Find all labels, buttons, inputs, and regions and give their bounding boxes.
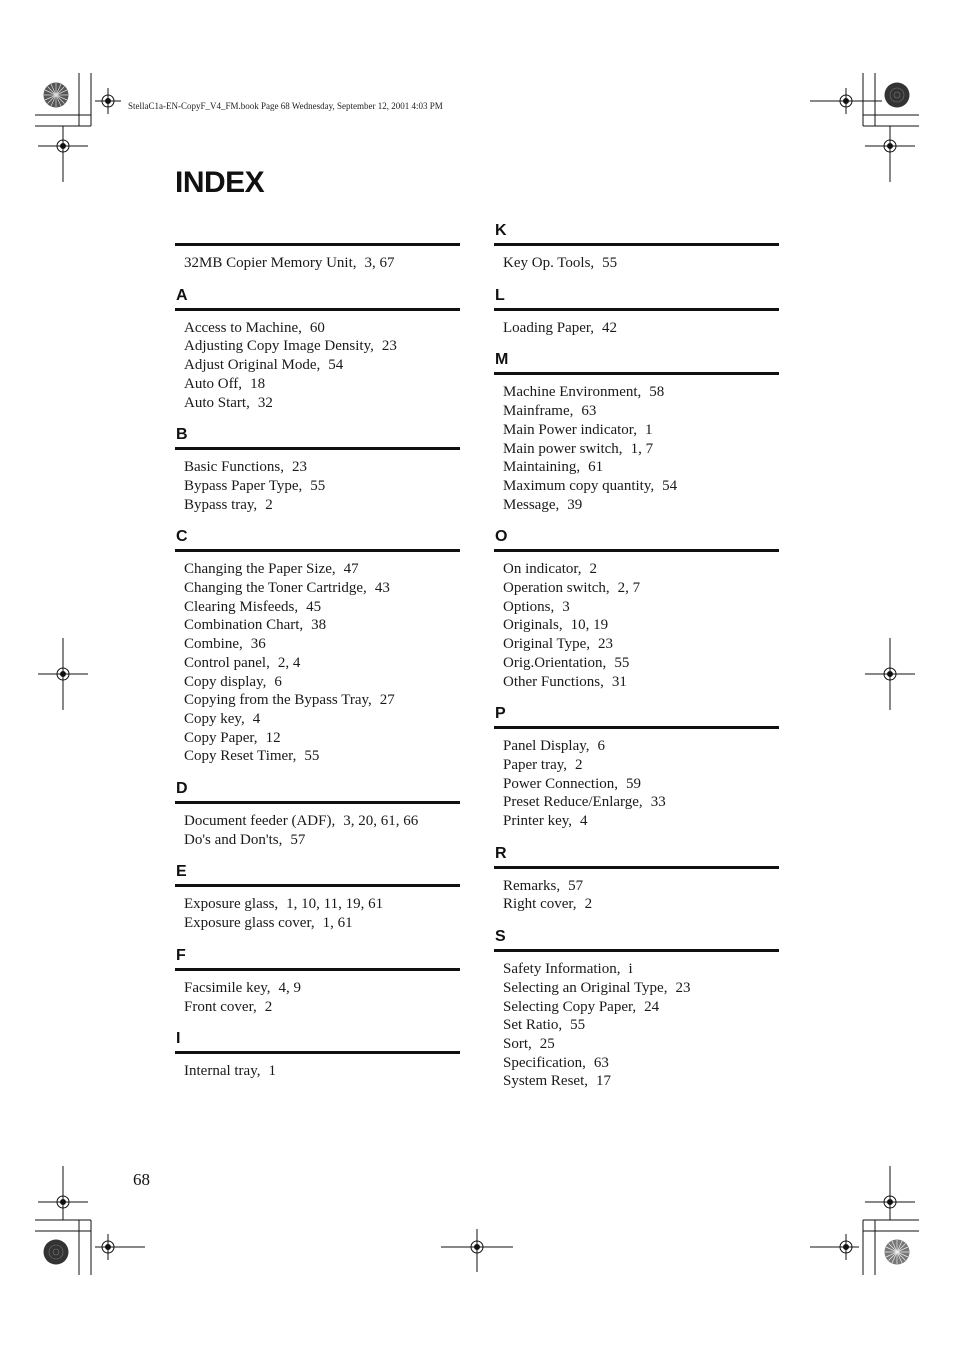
index-entry bbox=[184, 673, 460, 692]
entry-pages: 10, 19 bbox=[570, 617, 609, 634]
entry-pages: 58 bbox=[649, 384, 665, 401]
index-entry bbox=[184, 895, 460, 914]
entry-pages: 55 bbox=[602, 255, 618, 271]
index-entry bbox=[503, 895, 779, 914]
section-letter: I bbox=[176, 1030, 181, 1048]
entry-term: Printer key, bbox=[503, 813, 573, 830]
entry-term: Changing the Paper Size, bbox=[184, 561, 336, 578]
entry-term: Safety Information, bbox=[503, 961, 621, 978]
entry-term: Copy key, bbox=[184, 710, 245, 727]
entry-term: Bypass tray, bbox=[184, 496, 258, 513]
section-letter: R bbox=[495, 844, 507, 862]
entry-list bbox=[175, 804, 460, 857]
entry-pages: 1 bbox=[268, 1063, 276, 1080]
entry-pages: 32 bbox=[257, 394, 273, 411]
entry-term: Sort, bbox=[503, 1035, 532, 1052]
entry-pages: 24 bbox=[644, 998, 660, 1015]
index-section-p bbox=[494, 699, 779, 839]
entry-term: Exposure glass cover, bbox=[184, 915, 315, 932]
entry-pages: 4, 9 bbox=[278, 979, 302, 996]
index-entry bbox=[503, 635, 779, 654]
entry-term: Preset Reduce/Enlarge, bbox=[503, 794, 643, 811]
index-section-k bbox=[494, 216, 779, 281]
entry-list bbox=[494, 869, 779, 922]
entry-term: Main power switch, bbox=[503, 440, 623, 457]
entry-term: Key Op. Tools, bbox=[503, 255, 595, 271]
entry-term: Auto Off, bbox=[184, 375, 243, 392]
entry-pages: 23 bbox=[598, 636, 613, 653]
entry-pages: 57 bbox=[290, 831, 306, 848]
entry-term: Main Power indicator, bbox=[503, 421, 637, 438]
entry-pages: 4 bbox=[252, 710, 261, 727]
entry-term: Adjust Original Mode, bbox=[184, 357, 321, 374]
index-entry bbox=[184, 579, 460, 598]
index-entry bbox=[503, 812, 779, 831]
index-section-s bbox=[494, 922, 779, 1099]
entry-term: Copy Paper, bbox=[184, 729, 258, 746]
index-entry bbox=[503, 458, 779, 477]
index-entry bbox=[503, 793, 779, 812]
entry-pages: 59 bbox=[625, 775, 641, 792]
entry-term: Set Ratio, bbox=[503, 1017, 563, 1034]
entry-pages: 3, 20, 61, 66 bbox=[343, 813, 419, 830]
entry-term: Selecting an Original Type, bbox=[503, 979, 668, 996]
entry-term: Basic Functions, bbox=[184, 459, 284, 476]
entry-pages: 63 bbox=[593, 1054, 609, 1071]
entry-pages: 43 bbox=[374, 580, 390, 597]
entry-term: Loading Paper, bbox=[503, 319, 595, 336]
entry-term: Internal tray, bbox=[184, 1063, 261, 1080]
entry-term: Mainframe, bbox=[503, 403, 574, 420]
entry-pages: 1, 7 bbox=[630, 440, 654, 457]
entry-pages: 55 bbox=[310, 477, 326, 494]
entry-pages: 6 bbox=[597, 738, 606, 755]
index-section-c bbox=[175, 522, 460, 774]
index-entry bbox=[503, 579, 779, 598]
entry-pages: 2 bbox=[584, 896, 593, 913]
index-entry bbox=[184, 747, 460, 766]
index-entry bbox=[503, 440, 779, 459]
entry-pages: 1, 10, 11, 19, 61 bbox=[286, 896, 384, 913]
index-entry bbox=[503, 1054, 779, 1073]
entry-term: Facsimile key, bbox=[184, 979, 271, 996]
index-entry bbox=[503, 756, 779, 775]
entry-list bbox=[494, 952, 779, 1099]
entry-pages: 55 bbox=[614, 654, 630, 671]
index-entry bbox=[503, 598, 779, 617]
entry-term: Orig.Orientation, bbox=[503, 654, 607, 671]
index-entry bbox=[184, 319, 460, 338]
index-entry bbox=[184, 375, 460, 394]
index-section-e bbox=[175, 857, 460, 940]
entry-pages: 38 bbox=[311, 617, 327, 634]
entry-term: Clearing Misfeeds, bbox=[184, 598, 299, 615]
entry-term: 32MB Copier Memory Unit, bbox=[184, 255, 357, 271]
entry-term: Paper tray, bbox=[503, 756, 567, 773]
section-letter: S bbox=[495, 928, 506, 946]
entry-list bbox=[175, 246, 460, 281]
entry-pages: 2 bbox=[264, 998, 273, 1015]
entry-pages: 33 bbox=[650, 794, 666, 811]
index-section-r bbox=[494, 839, 779, 922]
entry-term: Right cover, bbox=[503, 896, 577, 913]
index-entry bbox=[503, 960, 779, 979]
section-letter: C bbox=[176, 528, 188, 546]
index-column-left bbox=[175, 216, 460, 1089]
registration-circle-bottom-right bbox=[885, 1240, 910, 1265]
entry-term: Combination Chart, bbox=[184, 617, 304, 634]
entry-term: Machine Environment, bbox=[503, 384, 642, 401]
entry-list bbox=[494, 311, 779, 346]
index-entry bbox=[184, 998, 460, 1017]
index-entry bbox=[184, 1062, 460, 1081]
index-entry bbox=[503, 254, 779, 273]
section-letter: O bbox=[495, 528, 508, 546]
entry-term: Control panel, bbox=[184, 654, 270, 671]
entry-term: Panel Display, bbox=[503, 738, 590, 755]
entry-term: Document feeder (ADF), bbox=[184, 813, 336, 830]
entry-pages: 60 bbox=[309, 319, 325, 336]
index-entry bbox=[184, 616, 460, 635]
index-entry bbox=[503, 383, 779, 402]
index-column-right bbox=[494, 216, 779, 1099]
index-entry bbox=[184, 477, 460, 496]
entry-pages: 12 bbox=[265, 729, 281, 746]
entry-list bbox=[175, 552, 460, 774]
index-entry bbox=[503, 1072, 779, 1091]
entry-pages: 25 bbox=[539, 1035, 555, 1052]
entry-pages: 23 bbox=[381, 338, 397, 355]
entry-pages: 17 bbox=[596, 1073, 611, 1090]
index-entry bbox=[503, 673, 779, 692]
entry-term: Auto Start, bbox=[184, 394, 250, 411]
entry-pages: 42 bbox=[602, 319, 618, 336]
entry-pages: 27 bbox=[379, 692, 395, 709]
entry-term: Maximum copy quantity, bbox=[503, 477, 655, 494]
file-info-header: StellaC1a-EN-CopyF_V4_FM.book Page 68 Wednesday, September 12, 2001 4:03 PM bbox=[128, 101, 443, 111]
page-title: INDEX bbox=[175, 166, 265, 199]
entry-pages: 57 bbox=[568, 877, 584, 894]
index-entry bbox=[184, 254, 460, 273]
registration-circle-bottom-left bbox=[44, 1240, 69, 1265]
entry-term: Original Type, bbox=[503, 636, 590, 653]
index-entry bbox=[503, 560, 779, 579]
section-letter: P bbox=[495, 705, 506, 723]
entry-list bbox=[494, 552, 779, 699]
index-entry bbox=[184, 598, 460, 617]
index-entry bbox=[503, 877, 779, 896]
index-entry bbox=[184, 356, 460, 375]
section-letter: E bbox=[176, 863, 187, 881]
index-entry bbox=[184, 691, 460, 710]
entry-pages: 54 bbox=[662, 477, 678, 494]
section-letter: F bbox=[176, 946, 186, 964]
index-entry bbox=[184, 337, 460, 356]
entry-pages: 1, 61 bbox=[322, 915, 353, 932]
crosshair-marks bbox=[38, 88, 915, 1272]
entry-pages: 3 bbox=[562, 598, 570, 615]
entry-pages: 55 bbox=[570, 1017, 586, 1034]
entry-term: Copy display, bbox=[184, 673, 267, 690]
index-entry bbox=[503, 402, 779, 421]
entry-pages: 23 bbox=[292, 459, 307, 476]
index-section-f bbox=[175, 941, 460, 1024]
entry-pages: 23 bbox=[675, 979, 691, 996]
entry-term: Copying from the Bypass Tray, bbox=[184, 692, 372, 709]
entry-term: Bypass Paper Type, bbox=[184, 477, 303, 494]
index-entry bbox=[503, 775, 779, 794]
entry-term: Do's and Don'ts, bbox=[184, 831, 283, 848]
entry-list bbox=[175, 311, 460, 421]
entry-pages: 18 bbox=[250, 375, 266, 392]
section-letter: L bbox=[495, 286, 505, 304]
entry-list bbox=[175, 971, 460, 1024]
entry-term: Specification, bbox=[503, 1054, 586, 1071]
entry-pages: 2 bbox=[575, 756, 583, 773]
entry-pages: 61 bbox=[588, 459, 604, 476]
index-entry bbox=[503, 737, 779, 756]
index-entry bbox=[503, 998, 779, 1017]
entry-term: Remarks, bbox=[503, 877, 561, 894]
index-entry bbox=[184, 654, 460, 673]
entry-list bbox=[494, 729, 779, 839]
index-entry bbox=[503, 1016, 779, 1035]
entry-pages: 47 bbox=[343, 561, 359, 578]
index-entry bbox=[184, 729, 460, 748]
entry-pages: 2 bbox=[265, 496, 273, 513]
entry-term: Adjusting Copy Image Density, bbox=[184, 338, 374, 355]
section-letter: M bbox=[495, 351, 509, 369]
index-entry bbox=[184, 496, 460, 515]
index-section-b bbox=[175, 420, 460, 522]
index-entry bbox=[184, 458, 460, 477]
entry-pages: 31 bbox=[611, 673, 627, 690]
index-section-a bbox=[175, 281, 460, 421]
index-entry bbox=[184, 831, 460, 850]
section-letter bbox=[175, 216, 460, 243]
section-letter: K bbox=[495, 222, 507, 239]
entry-term: Options, bbox=[503, 598, 555, 615]
index-entry bbox=[184, 914, 460, 933]
page-number: 68 bbox=[133, 1170, 150, 1189]
index-entry bbox=[184, 812, 460, 831]
entry-term: Copy Reset Timer, bbox=[184, 748, 297, 765]
index-section-m bbox=[494, 345, 779, 522]
entry-pages: 2 bbox=[589, 561, 598, 578]
entry-pages: 63 bbox=[581, 403, 597, 420]
entry-term: Message, bbox=[503, 496, 560, 513]
entry-term: Power Connection, bbox=[503, 775, 618, 792]
entry-list bbox=[494, 375, 779, 522]
index-entry bbox=[503, 1035, 779, 1054]
entry-term: Access to Machine, bbox=[184, 319, 302, 336]
entry-term: Other Functions, bbox=[503, 673, 604, 690]
entry-list bbox=[175, 450, 460, 522]
index-entry bbox=[503, 496, 779, 515]
entry-pages: 1 bbox=[644, 421, 653, 438]
index-section-i bbox=[175, 1024, 460, 1089]
index-section-d bbox=[175, 774, 460, 857]
index-entry bbox=[503, 979, 779, 998]
index-entry bbox=[184, 710, 460, 729]
entry-pages: 4 bbox=[580, 813, 588, 830]
entry-pages: i bbox=[628, 961, 633, 978]
entry-pages: 55 bbox=[304, 748, 320, 765]
entry-pages: 54 bbox=[328, 357, 344, 374]
entry-pages: 6 bbox=[274, 673, 282, 690]
entry-term: Originals, bbox=[503, 617, 563, 634]
entry-pages: 2, 7 bbox=[617, 580, 641, 597]
index-entry bbox=[503, 477, 779, 496]
section-letter: A bbox=[176, 286, 188, 304]
entry-term: System Reset, bbox=[503, 1073, 588, 1090]
index-section-numeric bbox=[175, 216, 460, 281]
entry-pages: 3, 67 bbox=[364, 255, 395, 271]
entry-term: Front cover, bbox=[184, 998, 257, 1015]
registration-circle-top-right bbox=[885, 83, 910, 108]
index-entry bbox=[184, 979, 460, 998]
index-section-o bbox=[494, 522, 779, 699]
entry-term: Selecting Copy Paper, bbox=[503, 998, 637, 1015]
entry-list bbox=[175, 887, 460, 940]
index-section-l bbox=[494, 281, 779, 346]
index-entry bbox=[503, 421, 779, 440]
entry-list bbox=[494, 246, 779, 281]
entry-term: Exposure glass, bbox=[184, 896, 279, 913]
index-entry bbox=[503, 319, 779, 338]
index-entry bbox=[503, 616, 779, 635]
entry-pages: 36 bbox=[250, 636, 266, 653]
entry-term: Maintaining, bbox=[503, 459, 581, 476]
entry-pages: 2, 4 bbox=[277, 654, 301, 671]
entry-term: Combine, bbox=[184, 636, 243, 653]
index-entry bbox=[184, 560, 460, 579]
entry-list bbox=[175, 1054, 460, 1089]
section-letter: D bbox=[176, 780, 188, 798]
entry-term: Changing the Toner Cartridge, bbox=[184, 580, 367, 597]
section-letter: B bbox=[176, 426, 188, 444]
entry-pages: 45 bbox=[306, 598, 322, 615]
index-entry bbox=[184, 635, 460, 654]
index-entry bbox=[503, 654, 779, 673]
entry-term: On indicator, bbox=[503, 561, 582, 578]
registration-circle-top-left bbox=[44, 83, 69, 108]
index-entry bbox=[184, 394, 460, 413]
entry-term: Operation switch, bbox=[503, 580, 610, 597]
entry-pages: 39 bbox=[567, 496, 583, 513]
